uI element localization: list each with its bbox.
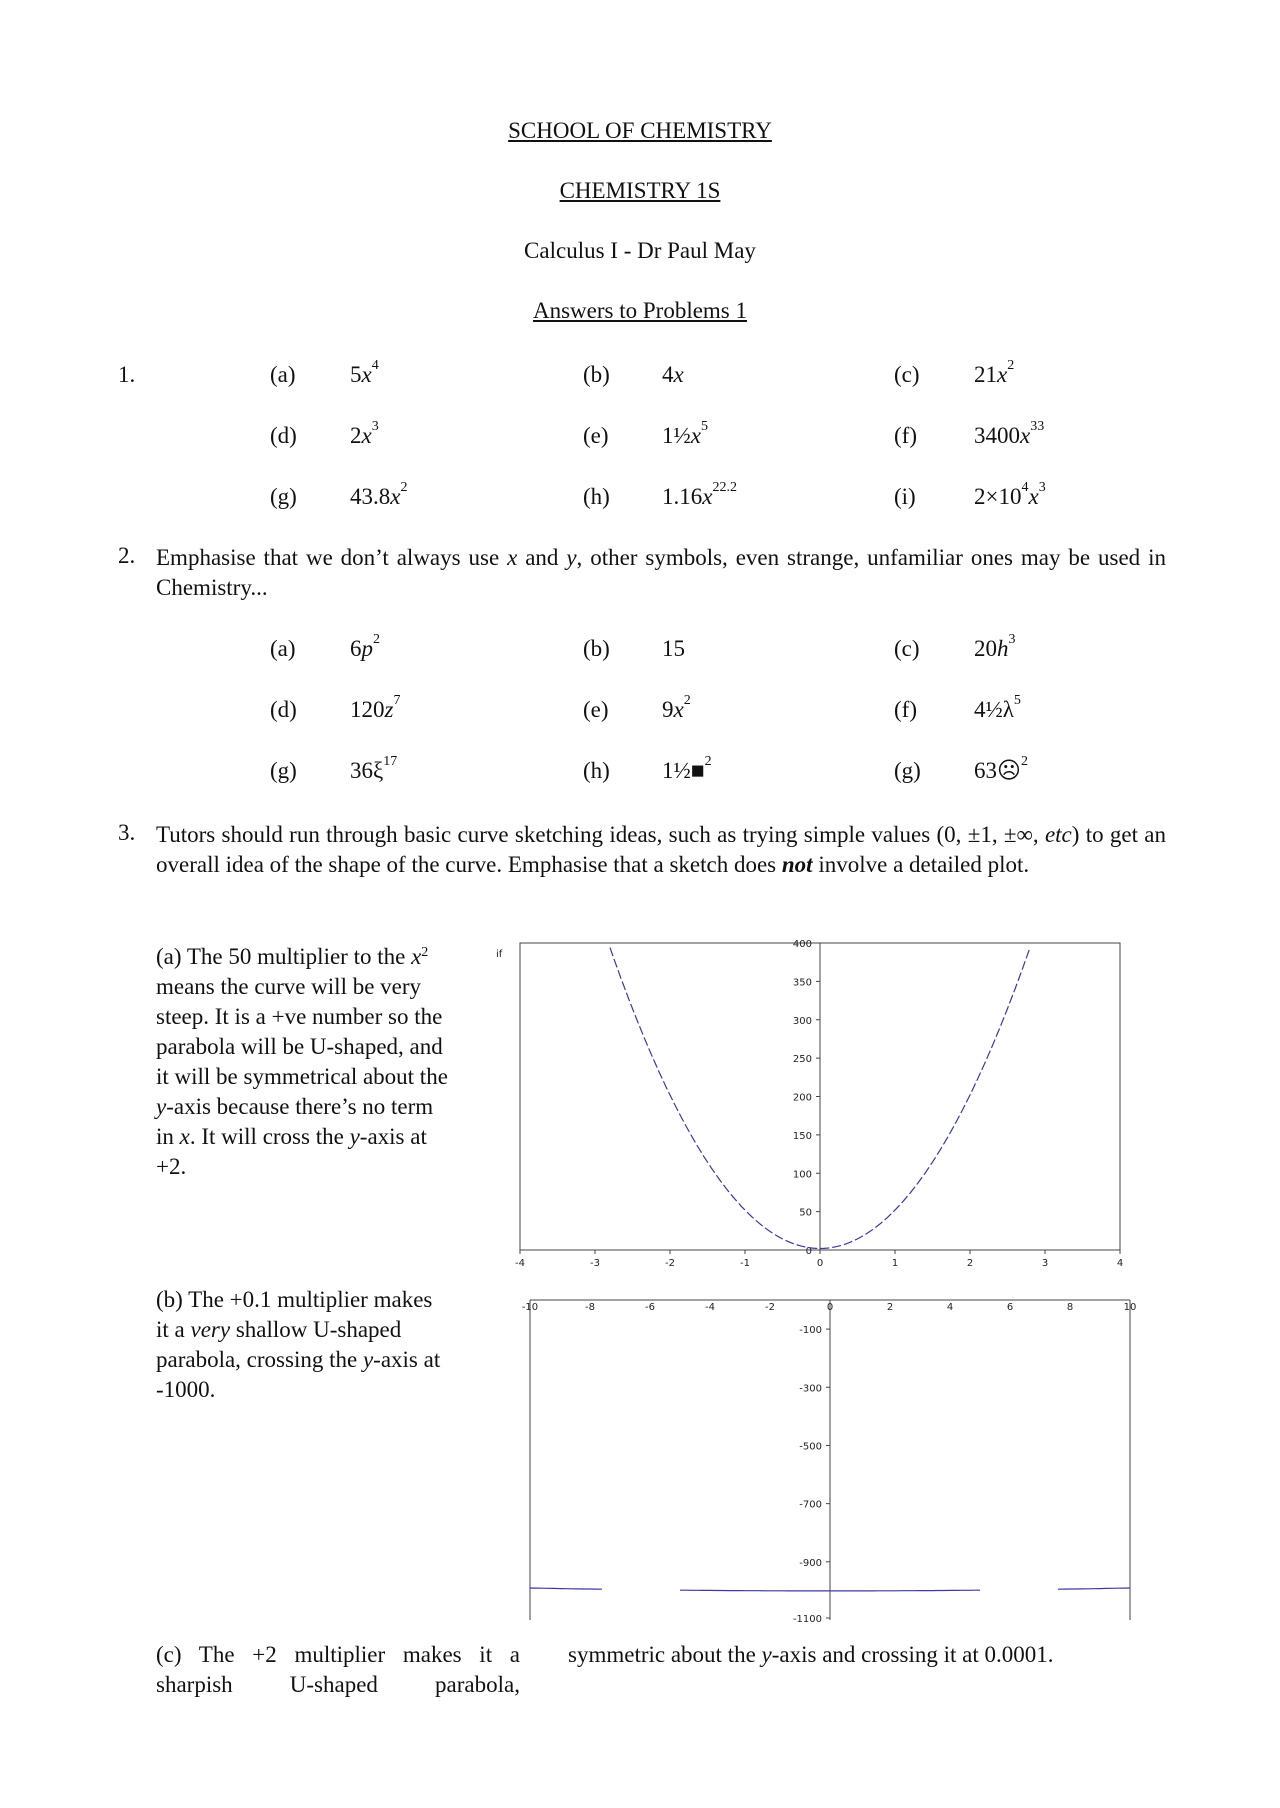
- x-tick-label: -10: [521, 1302, 539, 1313]
- parabola-segment: [1058, 1588, 1130, 1589]
- y-tick-label: -900: [799, 1557, 822, 1569]
- q1-answer: $2\times 10^4x^3$: [974, 480, 1046, 509]
- x-tick-label: -6: [645, 1302, 655, 1313]
- y-tick-label: 50: [799, 1207, 812, 1219]
- q1-label: (c): [894, 362, 920, 387]
- q1-answer: $43.8x^2$: [350, 480, 408, 509]
- q3-number: 3.: [118, 820, 136, 845]
- x-tick-label: 6: [1006, 1302, 1014, 1313]
- q1-label: (e): [583, 423, 609, 448]
- q3-part-c-text-right: symmetric about the y-axis and crossing it at 0.0001.: [568, 1642, 1054, 1667]
- q1-label: (a): [270, 362, 296, 387]
- x-tick-label: -2: [765, 1302, 775, 1313]
- y-tick-label: 0: [805, 1246, 812, 1257]
- x-tick-label: 4: [1116, 1258, 1124, 1269]
- chart-a-svg: [490, 935, 1150, 1275]
- y-tick-label: 100: [792, 1169, 812, 1181]
- q2-label: (f): [894, 697, 917, 722]
- y-tick-label: 400: [792, 939, 812, 950]
- y-tick-label: -100: [799, 1325, 822, 1337]
- y-tick-label: 300: [792, 1015, 812, 1027]
- x-tick-label: -4: [515, 1258, 525, 1269]
- q2-answer: $4\frac{1}{2}\lambda^5$: [974, 693, 1021, 722]
- q2-answer: $120z^7$: [350, 693, 401, 722]
- parabola-segment: [530, 1588, 602, 1589]
- q2-label: (b): [583, 636, 610, 661]
- q1-label: (f): [894, 423, 917, 448]
- q2-answer: $9x^2$: [662, 693, 691, 722]
- parabola-segment: [680, 1590, 980, 1591]
- x-tick-label: -8: [585, 1302, 595, 1313]
- y-tick-label: 200: [792, 1092, 812, 1104]
- q2-label: (g): [270, 758, 297, 783]
- lecture-heading: Calculus I - Dr Paul May: [524, 238, 756, 263]
- x-tick-label: 0: [826, 1302, 834, 1313]
- q1-label: (d): [270, 423, 297, 448]
- q2-text: Emphasise that we don’t always use x and y, other symbols, even strange, unfamiliar ones may be used in Chemistry...: [156, 545, 1166, 600]
- q2-number: 2.: [118, 543, 136, 568]
- corner-label: if: [496, 949, 503, 960]
- y-tick-label: 150: [792, 1130, 812, 1142]
- q2-answer: $6p^2$: [350, 632, 380, 661]
- y-tick-label: -300: [799, 1383, 822, 1395]
- x-tick-label: 1: [891, 1258, 899, 1269]
- q1-answer: $1\frac{1}{2}x^5$: [662, 419, 708, 448]
- q2-label: (d): [270, 697, 297, 722]
- q3-part-a-text: (a) The 50 multiplier to the $x^2$ means the curve will be very steep. It is a +ve number so the parabola will be U-shaped, and it will be symmetrical about the y-axis because there’s no term in x. It will cross the y-axis at +2.: [156, 944, 448, 1179]
- y-tick-label: -1100: [792, 1614, 822, 1625]
- x-tick-label: -3: [590, 1258, 600, 1269]
- q2-answer: 15: [662, 636, 685, 661]
- x-tick-label: 8: [1066, 1302, 1074, 1313]
- x-tick-label: 2: [966, 1258, 974, 1269]
- y-tick-label: 250: [792, 1054, 812, 1066]
- answers-heading: Answers to Problems 1: [532, 298, 748, 323]
- q1-answer: $21x^2$: [974, 358, 1015, 387]
- y-tick-label: 350: [792, 977, 812, 989]
- x-tick-label: 3: [1041, 1258, 1049, 1269]
- q2-label: (a): [270, 636, 296, 661]
- q2-label: (e): [583, 697, 609, 722]
- chart-a: [490, 935, 1150, 1275]
- chart-b: [490, 1295, 1150, 1640]
- x-tick-label: 2: [886, 1302, 894, 1313]
- q2-label: (h): [583, 758, 610, 783]
- q1-number: 1.: [118, 362, 136, 387]
- school-heading: SCHOOL OF CHEMISTRY: [508, 118, 772, 143]
- q1-label: (i): [894, 484, 916, 509]
- x-tick-label: -2: [665, 1258, 675, 1269]
- q2-label: (c): [894, 636, 920, 661]
- q1-label: (b): [583, 362, 610, 387]
- q1-answer: $2x^3$: [350, 419, 379, 448]
- x-tick-label: 10: [1123, 1302, 1137, 1313]
- q3-part-c-text-left: (c) The +2 multiplier makes it a sharpish U-shaped parabola,: [156, 1642, 520, 1697]
- course-heading: CHEMISTRY 1S: [559, 178, 721, 203]
- q3-text: Tutors should run through basic curve sketching ideas, such as trying simple values (0, ±1, ±∞, etc) to get an overall idea of the shape of the curve. Emphasise that a sketch does not involve a detailed plot.: [156, 822, 1166, 877]
- q1-answer: $5x^4$: [350, 358, 379, 387]
- chart-b-svg: [490, 1295, 1150, 1640]
- q2-answer: $20h^3$: [974, 632, 1016, 661]
- x-tick-label: -1: [740, 1258, 750, 1269]
- x-tick-label: -4: [705, 1302, 715, 1313]
- q2-answer: $36\xi^{17}$: [350, 754, 398, 783]
- q2-answer: 63☹$^2$: [974, 754, 1028, 783]
- x-tick-label: 0: [816, 1258, 824, 1269]
- y-tick-label: -500: [799, 1441, 822, 1453]
- q1-label: (h): [583, 484, 610, 509]
- y-tick-label: -700: [799, 1499, 822, 1511]
- x-tick-label: 4: [946, 1302, 954, 1313]
- q3-part-b-text: (b) The +0.1 multiplier makes it a very shallow U-shaped parabola, crossing the y-axis at -1000.: [156, 1287, 441, 1402]
- q1-label: (g): [270, 484, 297, 509]
- q1-answer: $1.16x^{22.2}$: [662, 480, 737, 509]
- q2-answer: 1½■$^2$: [662, 754, 712, 783]
- q1-answer: 4x: [662, 362, 684, 387]
- q1-answer: $3400x^{33}$: [974, 419, 1045, 448]
- q2-label: (g): [894, 758, 921, 783]
